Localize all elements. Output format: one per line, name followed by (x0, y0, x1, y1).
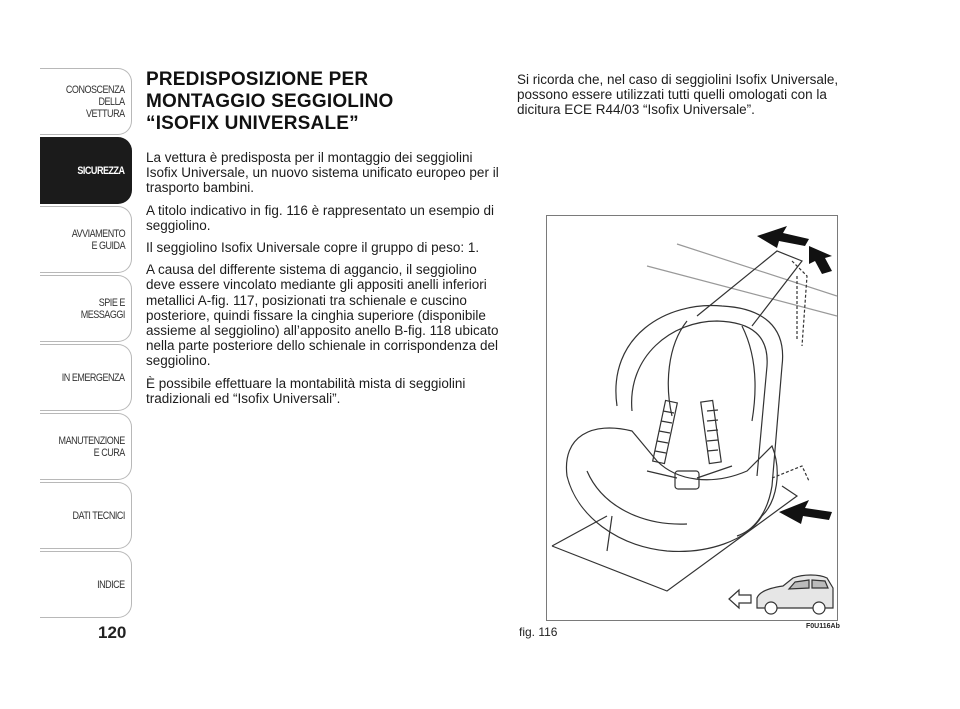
tab-label: MANUTENZIONE E CURA (58, 434, 125, 459)
tab-label: SICUREZZA (77, 164, 125, 177)
tab-conoscenza-della-vettura[interactable] (40, 68, 132, 135)
tab-label: DATI TECNICI (72, 509, 125, 522)
paragraph: La vettura è predisposta per il montaggio dei seggiolini Isofix Universale, un nuovo sistema unificato europeo per il trasporto bambini. (146, 150, 499, 196)
figure-caption: fig. 116 (519, 625, 558, 639)
tab-dati-tecnici[interactable] (40, 482, 132, 549)
tab-spie-e-messaggi[interactable] (40, 275, 132, 342)
section-title: PREDISPOSIZIONE PER MONTAGGIO SEGGIOLINO “ISOFIX UNIVERSALE” (146, 69, 394, 134)
body-text (146, 150, 504, 413)
figure-116 (546, 215, 838, 621)
car-silhouette-icon (757, 575, 833, 614)
paragraph: È possibile effettuare la montabilità mista di seggiolini tradizionali ed “Isofix Universali”. (146, 375, 466, 406)
paragraph: A causa del differente sistema di aggancio, il seggiolino deve essere vincolato mediante gli appositi anelli inferiori metallici A-fig. 117, posizionati tra schienale e cuscino posteriore, quindi fissare la cinghia superiore (disponibile assieme al seggiolino) all’apposito anello B-fig. 118 ubicato nella parte posteriore dello schienale in corrispondenza del seggiolino. (146, 262, 499, 369)
tab-in-emergenza[interactable] (40, 344, 132, 411)
tab-sicurezza[interactable] (40, 137, 132, 204)
page-number: 120 (98, 623, 127, 642)
tab-label: AVVIAMENTO E GUIDA (71, 227, 125, 252)
tab-avviamento-e-guida[interactable] (40, 206, 132, 273)
tab-indice[interactable] (40, 551, 132, 618)
tab-label: SPIE E MESSAGGI (80, 296, 125, 321)
chapter-sidebar (40, 68, 133, 619)
tab-label: CONOSCENZA DELLA VETTURA (66, 83, 125, 120)
child-seat-illustration (547, 216, 837, 620)
tab-manutenzione-e-cura[interactable] (40, 413, 132, 480)
note-text: Si ricorda che, nel caso di seggiolini Isofix Universale, possono essere utilizzati tutti quelli omologati con la dicitura ECE R44/03 “Isofix Universale”. (517, 72, 839, 118)
tab-label: INDICE (97, 578, 125, 591)
paragraph: Il seggiolino Isofix Universale copre il gruppo di peso: 1. (146, 240, 480, 256)
tab-label: IN EMERGENZA (62, 371, 125, 384)
figure-code: F0U116Ab (806, 623, 840, 630)
paragraph: A titolo indicativo in fig. 116 è rappresentato un esempio di seggiolino. (146, 202, 494, 233)
